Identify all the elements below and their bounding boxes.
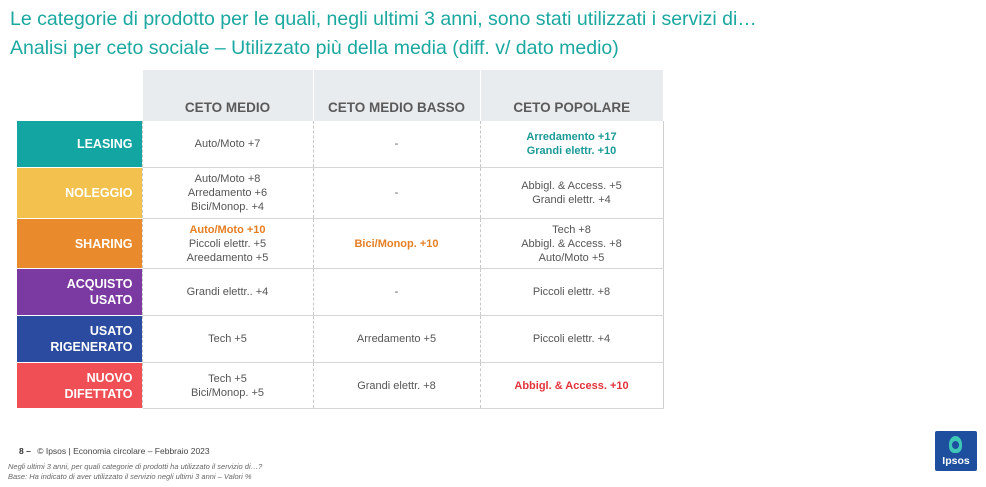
cell-sharing-ceto-medio: Auto/Moto +10 Piccoli elettr. +5 Areedamento +5 [142,219,313,269]
cell-usato-rigenerato-ceto-medio: Tech +5 [142,316,313,363]
cell-nuovo-difettato-ceto-popolare: Abbigl. & Access. +10 [480,363,663,409]
row-header-nuovo-difettato: NUOVO DIFETTATO [17,363,142,409]
cell-sharing-ceto-medio-basso: Bici/Monop. +10 [313,219,480,269]
logo-text: Ipsos [942,455,970,467]
column-header-ceto-medio: CETO MEDIO [142,70,313,121]
cell-acquisto-usato-ceto-medio-basso: - [313,269,480,316]
cell-leasing-ceto-medio: Auto/Moto +7 [142,121,313,168]
table-row [17,219,663,269]
footer-copyright: © Ipsos | Economia circolare – Febbraio 2023 [37,446,210,456]
ipsos-logo [935,431,977,471]
cell-acquisto-usato-ceto-popolare: Piccoli elettr. +8 [480,269,663,316]
category-table [17,70,664,409]
table-row [17,316,663,363]
cell-nuovo-difettato-ceto-medio-basso: Grandi elettr. +8 [313,363,480,409]
cell-sharing-ceto-popolare: Tech +8 Abbigl. & Access. +8 Auto/Moto +5 [480,219,663,269]
slide-footer [19,446,210,456]
cell-usato-rigenerato-ceto-medio-basso: Arredamento +5 [313,316,480,363]
cell-noleggio-ceto-medio-basso: - [313,168,480,219]
row-header-sharing: SHARING [17,219,142,269]
row-header-leasing: LEASING [17,121,142,168]
slide-subtitle: Analisi per ceto sociale – Utilizzato più della media (diff. v/ dato medio) [10,37,619,59]
cell-noleggio-ceto-medio: Auto/Moto +8 Arredamento +6 Bici/Monop. +4 [142,168,313,219]
table-row [17,168,663,219]
logo-mark-icon [949,436,962,453]
cell-noleggio-ceto-popolare: Abbigl. & Access. +5 Grandi elettr. +4 [480,168,663,219]
slide-title: Le categorie di prodotto per le quali, negli ultimi 3 anni, sono stati utilizzati i servizi di… [10,8,757,30]
cell-leasing-ceto-popolare: Arredamento +17 Grandi elettr. +10 [480,121,663,168]
cell-leasing-ceto-medio-basso: - [313,121,480,168]
base-note: Base: Ha indicato di aver utilizzato il servizio negli ultimi 3 anni – Valori % [8,472,252,481]
table-row [17,121,663,168]
page-number: 8 – [19,446,31,456]
table-row [17,269,663,316]
corner-cell [17,70,142,121]
row-header-acquisto-usato: ACQUISTO USATO [17,269,142,316]
cell-nuovo-difettato-ceto-medio: Tech +5 Bici/Monop. +5 [142,363,313,409]
cell-usato-rigenerato-ceto-popolare: Piccoli elettr. +4 [480,316,663,363]
table-row [17,363,663,409]
column-header-ceto-popolare: CETO POPOLARE [480,70,663,121]
column-header-ceto-medio-basso: CETO MEDIO BASSO [313,70,480,121]
row-header-usato-rigenerato: USATO RIGENERATO [17,316,142,363]
row-header-noleggio: NOLEGGIO [17,168,142,219]
question-note: Negli ultimi 3 anni, per quali categorie di prodotti ha utilizzato il servizio di…? [8,462,263,471]
cell-acquisto-usato-ceto-medio: Grandi elettr.. +4 [142,269,313,316]
